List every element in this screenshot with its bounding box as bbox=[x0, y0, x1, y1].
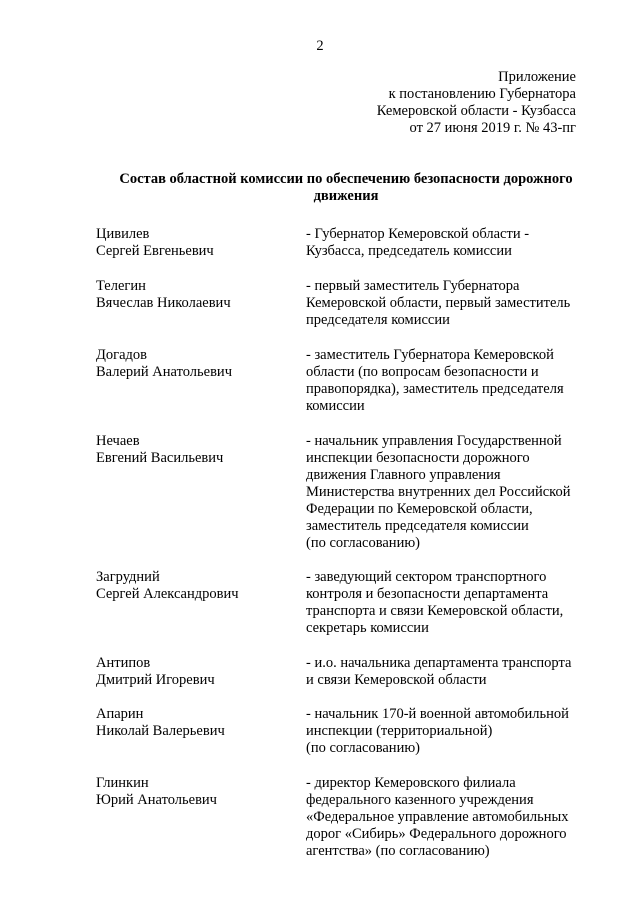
member-role bbox=[306, 569, 592, 637]
member-surname: Антипов bbox=[96, 655, 151, 671]
member-role bbox=[306, 655, 592, 689]
member-role-line: - заведующий сектором транспортного bbox=[306, 569, 547, 585]
member-role-line: - первый заместитель Губернатора bbox=[306, 278, 520, 294]
member-name bbox=[96, 569, 306, 603]
document-title bbox=[96, 171, 596, 205]
member-name bbox=[96, 226, 306, 260]
member-role-line: - Губернатор Кемеровской области - bbox=[306, 226, 530, 242]
member-role-line: заместитель председателя комиссии bbox=[306, 518, 529, 534]
member-name bbox=[96, 433, 306, 467]
member-role-line: транспорта и связи Кемеровской области, bbox=[306, 603, 564, 619]
document-title-line: Состав областной комиссии по обеспечению безопасности дорожного bbox=[119, 171, 573, 187]
member-role-line: секретарь комиссии bbox=[306, 620, 429, 636]
member-role-line: дорог «Сибирь» Федерального дорожного bbox=[306, 826, 567, 842]
member-given-name: Николай Валерьевич bbox=[96, 723, 225, 739]
member-role bbox=[306, 347, 592, 415]
member-name bbox=[96, 706, 306, 740]
member-surname: Загрудний bbox=[96, 569, 160, 585]
appendix-line: Приложение bbox=[498, 69, 576, 85]
member-surname: Телегин bbox=[96, 278, 146, 294]
member-role-line: инспекции (территориальной) bbox=[306, 723, 493, 739]
member-role-line: - директор Кемеровского филиала bbox=[306, 775, 516, 791]
member-row bbox=[96, 433, 596, 552]
document-title-line: движения bbox=[313, 188, 379, 204]
members-list bbox=[96, 226, 596, 860]
member-given-name: Валерий Анатольевич bbox=[96, 364, 232, 380]
member-role-line: Кузбасса, председатель комиссии bbox=[306, 243, 512, 259]
member-role-line: Федерации по Кемеровской области, bbox=[306, 501, 533, 517]
member-role bbox=[306, 278, 592, 329]
member-name bbox=[96, 347, 306, 381]
member-role-line: правопорядка), заместитель председателя bbox=[306, 381, 564, 397]
member-role bbox=[306, 706, 592, 757]
member-role-line: области (по вопросам безопасности и bbox=[306, 364, 539, 380]
member-given-name: Сергей Александрович bbox=[96, 586, 239, 602]
member-role-line: федерального казенного учреждения bbox=[306, 792, 534, 808]
member-role-line: - начальник управления Государственной bbox=[306, 433, 562, 449]
member-surname: Догадов bbox=[96, 347, 147, 363]
member-role-line: агентства» (по согласованию) bbox=[306, 843, 490, 859]
member-given-name: Дмитрий Игоревич bbox=[96, 672, 215, 688]
member-role-line: и связи Кемеровской области bbox=[306, 672, 487, 688]
member-role bbox=[306, 433, 592, 552]
member-row bbox=[96, 347, 596, 415]
member-role-line: - и.о. начальника департамента транспорта bbox=[306, 655, 572, 671]
appendix-line: к постановлению Губернатора bbox=[388, 86, 576, 102]
appendix-line: от 27 июня 2019 г. № 43-пг bbox=[409, 120, 576, 136]
member-name bbox=[96, 775, 306, 809]
member-given-name: Евгений Васильевич bbox=[96, 450, 224, 466]
member-row bbox=[96, 569, 596, 637]
member-row bbox=[96, 226, 596, 260]
member-surname: Цивилев bbox=[96, 226, 150, 242]
member-role-line: Министерства внутренних дел Российской bbox=[306, 484, 571, 500]
member-given-name: Вячеслав Николаевич bbox=[96, 295, 231, 311]
member-role bbox=[306, 226, 592, 260]
member-row bbox=[96, 775, 596, 860]
member-role-line: - начальник 170-й военной автомобильной bbox=[306, 706, 569, 722]
member-role-line: (по согласованию) bbox=[306, 740, 420, 756]
member-role-line: контроля и безопасности департамента bbox=[306, 586, 549, 602]
member-role-line: инспекции безопасности дорожного bbox=[306, 450, 530, 466]
member-role-line: «Федеральное управление автомобильных bbox=[306, 809, 569, 825]
appendix-line: Кемеровской области - Кузбасса bbox=[376, 103, 576, 119]
member-given-name: Сергей Евгеньевич bbox=[96, 243, 214, 259]
member-role-line: - заместитель Губернатора Кемеровской bbox=[306, 347, 554, 363]
member-row bbox=[96, 278, 596, 329]
member-role-line: Кемеровской области, первый заместитель bbox=[306, 295, 571, 311]
member-surname: Нечаев bbox=[96, 433, 140, 449]
member-role-line: (по согласованию) bbox=[306, 535, 420, 551]
member-role-line: председателя комиссии bbox=[306, 312, 450, 328]
member-name bbox=[96, 655, 306, 689]
appendix-block bbox=[340, 69, 576, 137]
member-given-name: Юрий Анатольевич bbox=[96, 792, 217, 808]
member-role bbox=[306, 775, 592, 860]
member-surname: Глинкин bbox=[96, 775, 149, 791]
member-surname: Апарин bbox=[96, 706, 144, 722]
member-role-line: движения Главного управления bbox=[306, 467, 501, 483]
member-row bbox=[96, 655, 596, 689]
page-number: 2 bbox=[316, 38, 324, 54]
member-role-line: комиссии bbox=[306, 398, 365, 414]
member-row bbox=[96, 706, 596, 757]
member-name bbox=[96, 278, 306, 312]
